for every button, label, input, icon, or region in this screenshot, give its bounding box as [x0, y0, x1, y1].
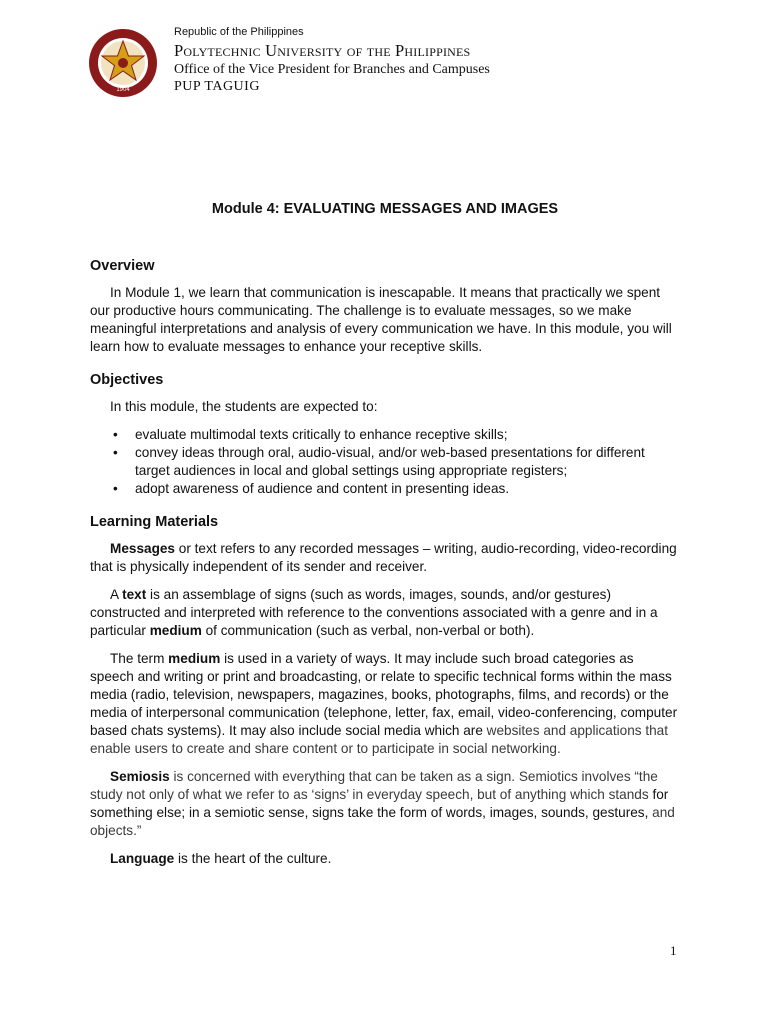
bullet-icon: • — [113, 445, 118, 460]
semiosis-paragraph: Semiosis is concerned with everything that can be taken as a sign. Semiotics involves “the study not only of what we refer to as ‘signs’ in everyday speech, but of anything which stands for something else; in a semiotic sense, signs take the form of words, images, sounds, gestures, and objects.” — [90, 769, 675, 838]
university-name: Polytechnic University of the Philippines — [174, 41, 471, 60]
list-item: • convey ideas through oral, audio-visual, and/or web-based presentations for different target audiences in local and global settings using appropriate registers; — [113, 445, 645, 478]
page-number: 1 — [670, 943, 677, 958]
letterhead-text — [174, 24, 490, 95]
document-body — [90, 200, 680, 878]
campus-name: PUP TAGUIG — [174, 79, 260, 94]
svg-text:1904: 1904 — [116, 87, 130, 93]
letterhead — [88, 24, 728, 104]
language-paragraph: Language is the heart of the culture. — [110, 851, 332, 866]
office-name: Office of the Vice President for Branches and Campuses — [174, 62, 490, 77]
text-paragraph: A text is an assemblage of signs (such as words, images, sounds, and/or gestures) constructed and interpreted with reference to the conventions associated with a genre and in a particular medium of communication (such as verbal, non-verbal or both). — [90, 587, 658, 638]
republic-label: Republic of the Philippines — [174, 26, 304, 38]
pup-seal-icon — [88, 28, 158, 98]
bullet-icon: • — [113, 427, 118, 442]
messages-paragraph: Messages or text refers to any recorded messages – writing, audio-recording, video-recording that is physically independent of its sender and receiver. — [90, 541, 677, 574]
objectives-list — [90, 426, 680, 498]
objectives-heading: Objectives — [90, 372, 164, 388]
bullet-icon: • — [113, 481, 118, 496]
list-item: • evaluate multimodal texts critically to enhance receptive skills; — [113, 427, 508, 442]
medium-paragraph: The term medium is used in a variety of ways. It may include such broad categories as speech and writing or print and broadcasting, or relate to specific technical forms within the mass media (radio, television, newspapers, magazines, books, photographs, films, and records) or the media of interpersonal communication (telephone, letter, fax, email, video-conferencing, computer based chats systems). It may also include social media which are websites and applications that enable users to create and share content or to participate in social networking. — [90, 651, 678, 756]
learning-materials-heading: Learning Materials — [90, 514, 219, 530]
overview-paragraph: In Module 1, we learn that communication is inescapable. It means that practically we spent our productive hours communicating. The challenge is to evaluate messages, so we make meaningful interpretations and analysis of every communication we have. In this module, you will learn how to evaluate messages to enhance your receptive skills. — [90, 285, 672, 354]
list-item: • adopt awareness of audience and content in presenting ideas. — [113, 481, 510, 496]
module-title: Module 4: EVALUATING MESSAGES AND IMAGES — [211, 201, 559, 217]
objectives-intro: In this module, the students are expected to: — [110, 399, 378, 414]
overview-heading: Overview — [90, 258, 155, 274]
